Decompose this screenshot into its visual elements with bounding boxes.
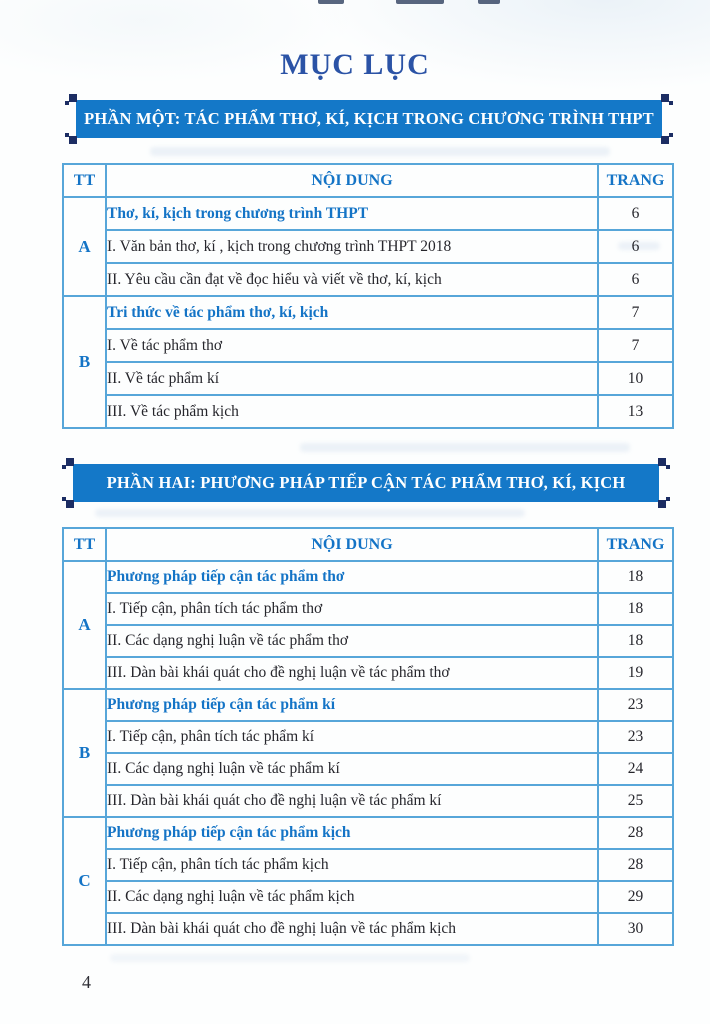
table-row [63, 881, 673, 913]
toc-entry-page: 13 [598, 395, 673, 428]
column-header: TT [63, 164, 106, 197]
toc-entry-title: III. Dàn bài khái quát cho đề nghị luận về tác phẩm kí [106, 785, 598, 817]
part-two-banner-title: PHẦN HAI: PHƯƠNG PHÁP TIẾP CẬN TÁC PHẨM THƠ, KÍ, KỊCH [106, 473, 626, 492]
table-row [63, 296, 673, 329]
scan-edge-mark [478, 0, 500, 4]
column-header: NỘI DUNG [106, 528, 598, 561]
toc-entry-title: Thơ, kí, kịch trong chương trình THPT [106, 197, 598, 230]
toc-entry-page: 10 [598, 362, 673, 395]
table-row [63, 817, 673, 849]
table-row [63, 753, 673, 785]
toc-entry-page: 25 [598, 785, 673, 817]
banner-corner-decoration [658, 500, 666, 508]
toc-entry-page: 19 [598, 657, 673, 689]
bleed-through-mark [110, 954, 470, 962]
toc-entry-title: I. Văn bản thơ, kí , kịch trong chương trình THPT 2018 [106, 230, 598, 263]
group-label: B [63, 296, 106, 428]
toc-entry-page: 28 [598, 849, 673, 881]
toc-entry-title: I. Về tác phẩm thơ [106, 329, 598, 362]
toc-entry-title: II. Các dạng nghị luận về tác phẩm thơ [106, 625, 598, 657]
bleed-through-mark [95, 509, 525, 517]
toc-table-part-two [62, 527, 674, 946]
banner-corner-decoration [66, 458, 74, 466]
toc-entry-page: 6 [598, 230, 673, 263]
group-label: A [63, 561, 106, 689]
toc-table-part-one [62, 163, 674, 429]
table-row [63, 329, 673, 362]
table-row [63, 785, 673, 817]
toc-entry-page: 7 [598, 329, 673, 362]
toc-entry-page: 23 [598, 721, 673, 753]
toc-entry-title: III. Dàn bài khái quát cho đề nghị luận về tác phẩm kịch [106, 913, 598, 945]
page-title: MỤC LỤC [280, 48, 430, 81]
toc-entry-title: III. Dàn bài khái quát cho đề nghị luận về tác phẩm thơ [106, 657, 598, 689]
column-header: NỘI DUNG [106, 164, 598, 197]
table-row [63, 197, 673, 230]
scan-edge-mark [318, 0, 344, 4]
column-header: TRANG [598, 528, 673, 561]
table-row [63, 657, 673, 689]
banner-corner-decoration [69, 136, 77, 144]
page-number: 4 [82, 972, 91, 992]
toc-entry-page: 18 [598, 561, 673, 593]
toc-entry-page: 7 [598, 296, 673, 329]
toc-entry-title: Phương pháp tiếp cận tác phẩm thơ [106, 561, 598, 593]
part-two-banner [73, 464, 659, 502]
part-one-banner [76, 100, 662, 138]
table-row [63, 230, 673, 263]
toc-entry-page: 23 [598, 689, 673, 721]
toc-entry-title: II. Các dạng nghị luận về tác phẩm kí [106, 753, 598, 785]
banner-corner-decoration [66, 500, 74, 508]
toc-entry-title: II. Về tác phẩm kí [106, 362, 598, 395]
table-row [63, 721, 673, 753]
table-header-row [63, 528, 673, 561]
toc-entry-page: 18 [598, 625, 673, 657]
toc-entry-page: 28 [598, 817, 673, 849]
banner-corner-decoration [69, 94, 77, 102]
toc-entry-title: II. Yêu cầu cần đạt về đọc hiểu và viết về thơ, kí, kịch [106, 263, 598, 296]
toc-entry-title: III. Về tác phẩm kịch [106, 395, 598, 428]
group-label: A [63, 197, 106, 296]
table-row [63, 849, 673, 881]
toc-entry-page: 24 [598, 753, 673, 785]
toc-entry-title: Phương pháp tiếp cận tác phẩm kịch [106, 817, 598, 849]
bleed-through-mark [300, 443, 630, 452]
toc-entry-title: Tri thức về tác phẩm thơ, kí, kịch [106, 296, 598, 329]
banner-corner-decoration [661, 136, 669, 144]
toc-entry-page: 6 [598, 263, 673, 296]
toc-entry-title: I. Tiếp cận, phân tích tác phẩm kịch [106, 849, 598, 881]
toc-entry-page: 18 [598, 593, 673, 625]
table-row [63, 263, 673, 296]
group-label: B [63, 689, 106, 817]
bleed-through-mark [150, 147, 610, 156]
toc-entry-title: II. Các dạng nghị luận về tác phẩm kịch [106, 881, 598, 913]
toc-entry-title: I. Tiếp cận, phân tích tác phẩm kí [106, 721, 598, 753]
part-one-banner-title: PHẦN MỘT: TÁC PHẨM THƠ, KÍ, KỊCH TRONG CHƯƠNG TRÌNH THPT [84, 109, 654, 128]
toc-entry-page: 30 [598, 913, 673, 945]
scan-edge-mark [396, 0, 444, 4]
banner-corner-decoration [658, 458, 666, 466]
toc-entry-title: I. Tiếp cận, phân tích tác phẩm thơ [106, 593, 598, 625]
toc-entry-page: 6 [598, 197, 673, 230]
table-row [63, 913, 673, 945]
column-header: TT [63, 528, 106, 561]
table-row [63, 362, 673, 395]
table-row [63, 625, 673, 657]
column-header: TRANG [598, 164, 673, 197]
toc-entry-page: 29 [598, 881, 673, 913]
table-row [63, 593, 673, 625]
table-header-row [63, 164, 673, 197]
table-row [63, 395, 673, 428]
group-label: C [63, 817, 106, 945]
toc-entry-title: Phương pháp tiếp cận tác phẩm kí [106, 689, 598, 721]
banner-corner-decoration [661, 94, 669, 102]
table-row [63, 561, 673, 593]
table-row [63, 689, 673, 721]
